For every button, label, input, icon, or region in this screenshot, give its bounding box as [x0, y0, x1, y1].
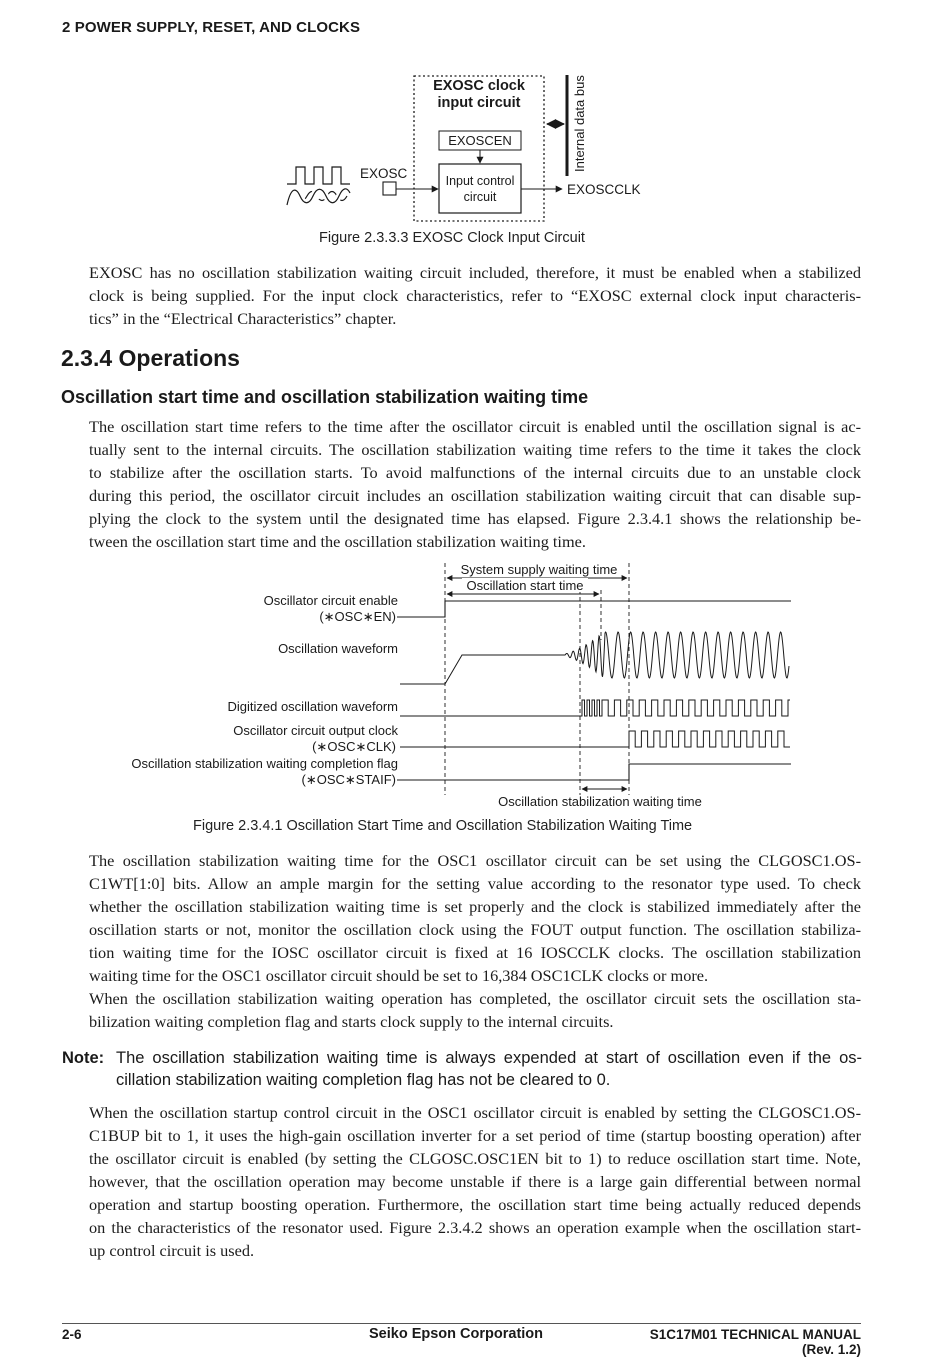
- paragraph-line: operation and startup boosting operation. Furthermore, the oscillation start time being actually reduced depends: [89, 1195, 861, 1214]
- square-wave-icon: [287, 167, 350, 184]
- flag-label-1: Oscillation stabilization waiting completion flag: [131, 756, 398, 771]
- subsection-title: Oscillation start time and oscillation stabilization waiting time: [61, 387, 589, 407]
- section-title: 2.3.4 Operations: [61, 345, 240, 371]
- system-supply-label: System supply waiting time: [460, 562, 618, 577]
- note-label: Note:: [62, 1049, 105, 1067]
- internal-bus-label: Internal data bus: [572, 75, 587, 172]
- paragraph-line: oscillation starts or not, monitor the oscillation clock using the FOUT output function. The oscillation stabiliza-: [89, 920, 861, 939]
- note-line: cillation stabilization waiting completion flag has not be cleared to 0.: [116, 1071, 611, 1089]
- start-time-label: Oscillation start time: [466, 578, 584, 593]
- paragraph-startup-control: [89, 1101, 861, 1262]
- digitized-signal: [400, 700, 790, 716]
- manual-revision: (Rev. 1.2): [801, 1342, 861, 1357]
- exoscclk-label: EXOSCCLK: [567, 182, 641, 197]
- paragraph-line: tween the oscillation start time and the oscillation stabilization waiting time.: [89, 532, 586, 551]
- exoscen-label: EXOSCEN: [448, 133, 512, 148]
- paragraph-line: tually sent to the internal circuits. The oscillation stabilization waiting time refers to the time it takes the clock: [89, 440, 861, 459]
- paragraph-line: When the oscillation startup control circuit in the OSC1 oscillator circuit is enabled by setting the CLGOSC1.OS-: [89, 1103, 861, 1122]
- paragraph-line: clock is being supplied. For the input clock characteristics, refer to “EXOSC external clock input characteris-: [89, 286, 861, 305]
- paragraph-line: The oscillation stabilization waiting time for the OSC1 oscillator circuit can be set using the CLGOSC1.OS-: [89, 851, 861, 870]
- paragraph-line: When the oscillation stabilization waiting operation has completed, the oscillator circuit sets the oscillation sta-: [89, 989, 861, 1008]
- paragraph-line: EXOSC has no oscillation stabilization waiting circuit included, therefore, it must be enabled when a stabilized: [89, 263, 861, 282]
- paragraph-line: plying the clock to the system until the designated time has elapsed. Figure 2.3.4.1 shows the relationship be-: [89, 509, 861, 528]
- output-clock-label-2: (∗OSC∗CLK): [312, 739, 396, 754]
- paragraph-waiting-time: [89, 849, 861, 1033]
- manual-title: S1C17M01 TECHNICAL MANUAL: [649, 1327, 861, 1342]
- paragraph-line: C1WT[1:0] bits. Allow an ample margin for the setting value according to the resonator type used. To check: [89, 874, 861, 893]
- paragraph-line: however, that the oscillation operation may become unstable if there is a large gain differential between normal: [89, 1172, 861, 1191]
- paragraph-line: the oscillator circuit is enabled (by setting the CLGOSC.OSC1EN bit to 1) to reduce oscillation start time. Note,: [89, 1149, 861, 1168]
- waveform-label: Oscillation waveform: [278, 641, 398, 656]
- output-clock-signal: [400, 731, 790, 747]
- paragraph-line: The oscillation start time refers to the time after the oscillator circuit is enabled until the oscillation signal is ac-: [89, 417, 861, 436]
- note-line: The oscillation stabilization waiting time is always expended at start of oscillation even if the os-: [116, 1049, 862, 1067]
- enable-label-1: Oscillator circuit enable: [263, 593, 398, 608]
- paragraph-operations: [89, 415, 861, 553]
- paragraph-line: tics” in the “Electrical Characteristics” chapter.: [89, 309, 397, 328]
- enable-label-2: (∗OSC∗EN): [319, 609, 396, 624]
- paragraph-exosc: [89, 261, 861, 330]
- paragraph-line: to stabilize after the oscillation starts. To avoid malfunctions of the internal circuits due to an unstable clock: [89, 463, 861, 482]
- exosc-pin-label: EXOSC: [360, 166, 408, 181]
- exosc-box-title-1: EXOSC clock: [433, 78, 525, 94]
- paragraph-line: tion waiting time for the IOSC oscillator circuit is fixed at 16 IOSCCLK clocks. The oscillation stabilization: [89, 943, 861, 962]
- paragraph-line: bilization waiting completion flag and starts clock supply to the internal circuits.: [89, 1012, 614, 1031]
- page-number: 2-6: [62, 1327, 82, 1342]
- paragraph-line: up control circuit is used.: [89, 1241, 255, 1260]
- enable-signal: [397, 601, 791, 617]
- paragraph-line: whether the oscillation stabilization waiting time is set properly and the clock is stabilized immediately after the: [89, 897, 861, 916]
- digitized-label: Digitized oscillation waveform: [227, 699, 398, 714]
- flag-label-2: (∗OSC∗STAIF): [301, 772, 396, 787]
- paragraph-line: on the characteristics of the resonator used. Figure 2.3.4.2 shows an operation example when the oscillation start-: [89, 1218, 861, 1237]
- paragraph-line: C1BUP bit to 1, it uses the high-gain oscillation inverter for a set period of time (startup boosting operation) after: [89, 1126, 861, 1145]
- exosc-pin: [383, 182, 396, 195]
- output-clock-label-1: Oscillator circuit output clock: [233, 723, 398, 738]
- paragraph-line: waiting time for the OSC1 oscillator circuit should be set to 16,384 OSC1CLK clocks or more.: [89, 966, 709, 985]
- company-name: Seiko Epson Corporation: [369, 1326, 544, 1342]
- wait-time-label: Oscillation stabilization waiting time: [498, 794, 702, 809]
- exosc-circuit-diagram: [0, 0, 950, 230]
- input-control-label-2: circuit: [463, 190, 497, 204]
- timing-diagram: [0, 555, 950, 815]
- paragraph-line: during this period, the oscillator circuit includes an oscillation stabilization waiting circuit that can disable sup-: [89, 486, 861, 505]
- chapter-header: 2 POWER SUPPLY, RESET, AND CLOCKS: [62, 19, 361, 36]
- figure1-caption: Figure 2.3.3.3 EXOSC Clock Input Circuit: [319, 230, 585, 246]
- input-control-label-1: Input control: [445, 174, 515, 188]
- oscillation-signal: [400, 632, 789, 684]
- exosc-box-title-2: input circuit: [437, 95, 521, 111]
- flag-signal: [397, 764, 791, 780]
- footer-rule: [62, 1323, 861, 1324]
- figure2-caption: Figure 2.3.4.1 Oscillation Start Time and Oscillation Stabilization Waiting Time: [193, 818, 693, 834]
